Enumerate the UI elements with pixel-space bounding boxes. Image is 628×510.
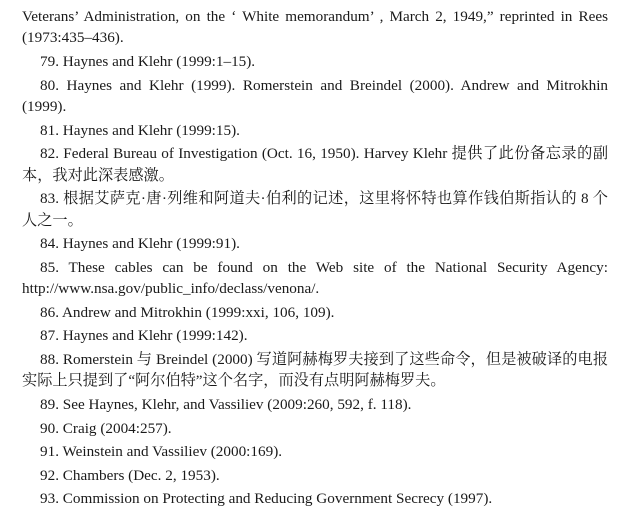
endnote-number: 82. (40, 145, 59, 163)
endnote-number: 83. (40, 190, 59, 208)
endnote-continuation (22, 6, 608, 49)
endnote-text: Andrew and Mitrokhin (1999:xxi, 106, 109). (61, 303, 335, 321)
endnote-80 (22, 75, 608, 118)
endnote-text: Haynes and Klehr (1999:15). (62, 121, 240, 139)
endnote-91 (22, 441, 608, 462)
endnote-text: Veterans’ Administration, on the ‘ White memorandum’ , March 2, 1949,” reprinted in Rees (1973:435–436). (22, 8, 608, 47)
endnote-text: Commission on Protecting and Reducing Government Secrecy (1997). (62, 490, 493, 508)
endnote-82 (22, 143, 608, 186)
endnote-92 (22, 465, 608, 486)
endnote-number: 91. (40, 443, 59, 461)
endnote-81 (22, 120, 608, 141)
endnote-number: 88. (40, 350, 59, 368)
endnote-text: Haynes and Klehr (1999:1–15). (62, 53, 256, 70)
endnote-text: Haynes and Klehr (1999:91). (62, 235, 240, 253)
endnote-number: 84. (40, 235, 59, 253)
endnote-number: 92. (40, 466, 59, 484)
endnote-number: 86. (40, 303, 59, 321)
endnote-text: Haynes and Klehr (1999). Romerstein and Breindel (2000). Andrew and Mitrokhin (1999). (22, 76, 609, 115)
endnote-number: 89. (40, 395, 59, 413)
endnote-text: See Haynes, Klehr, and Vassiliev (2009:260, 592, f. 118). (62, 395, 412, 413)
endnote-text: Chambers (Dec. 2, 1953). (62, 466, 220, 484)
endnote-84 (22, 233, 608, 254)
endnote-85 (22, 257, 608, 300)
endnote-text: Federal Bureau of Investigation (Oct. 16, 1950). Harvey Klehr 提供了此份备忘录的副本，我对此深表感激。 (22, 145, 609, 184)
endnote-text: Romerstein 与 Breindel (2000) 写道阿赫梅罗夫接到了这些命令，但是被破译的电报实际上只提到了“阿尔伯特”这个名字，而没有点明阿赫梅罗夫。 (22, 350, 609, 390)
endnote-93 (22, 488, 608, 509)
endnote-79 (22, 51, 608, 72)
endnote-number: 93. (40, 490, 59, 508)
endnote-number: 90. (40, 419, 59, 437)
endnote-text: Weinstein and Vassiliev (2000:169). (62, 443, 283, 461)
endnote-90 (22, 418, 608, 439)
endnote-86 (22, 302, 608, 323)
endnote-number: 79. (40, 53, 59, 70)
endnote-89 (22, 394, 608, 415)
endnote-text: 根据艾萨克·唐·列维和阿道夫·伯利的记述，这里将怀特也算作钱伯斯指认的 8 个人之一。 (22, 190, 608, 229)
endnote-88 (22, 349, 608, 392)
endnote-87 (22, 325, 608, 346)
endnote-text: These cables can be found on the Web site of the National Security Agency: http://www.nsa.gov/public_info/declass/venona/. (22, 258, 608, 298)
endnote-number: 81. (40, 121, 59, 139)
endnote-text: Craig (2004:257). (62, 419, 172, 437)
endnote-83 (22, 188, 608, 231)
endnote-text: Haynes and Klehr (1999:142). (62, 327, 248, 345)
endnote-number: 80. (40, 76, 59, 94)
endnote-number: 87. (40, 327, 59, 345)
endnote-number: 85. (40, 258, 59, 276)
